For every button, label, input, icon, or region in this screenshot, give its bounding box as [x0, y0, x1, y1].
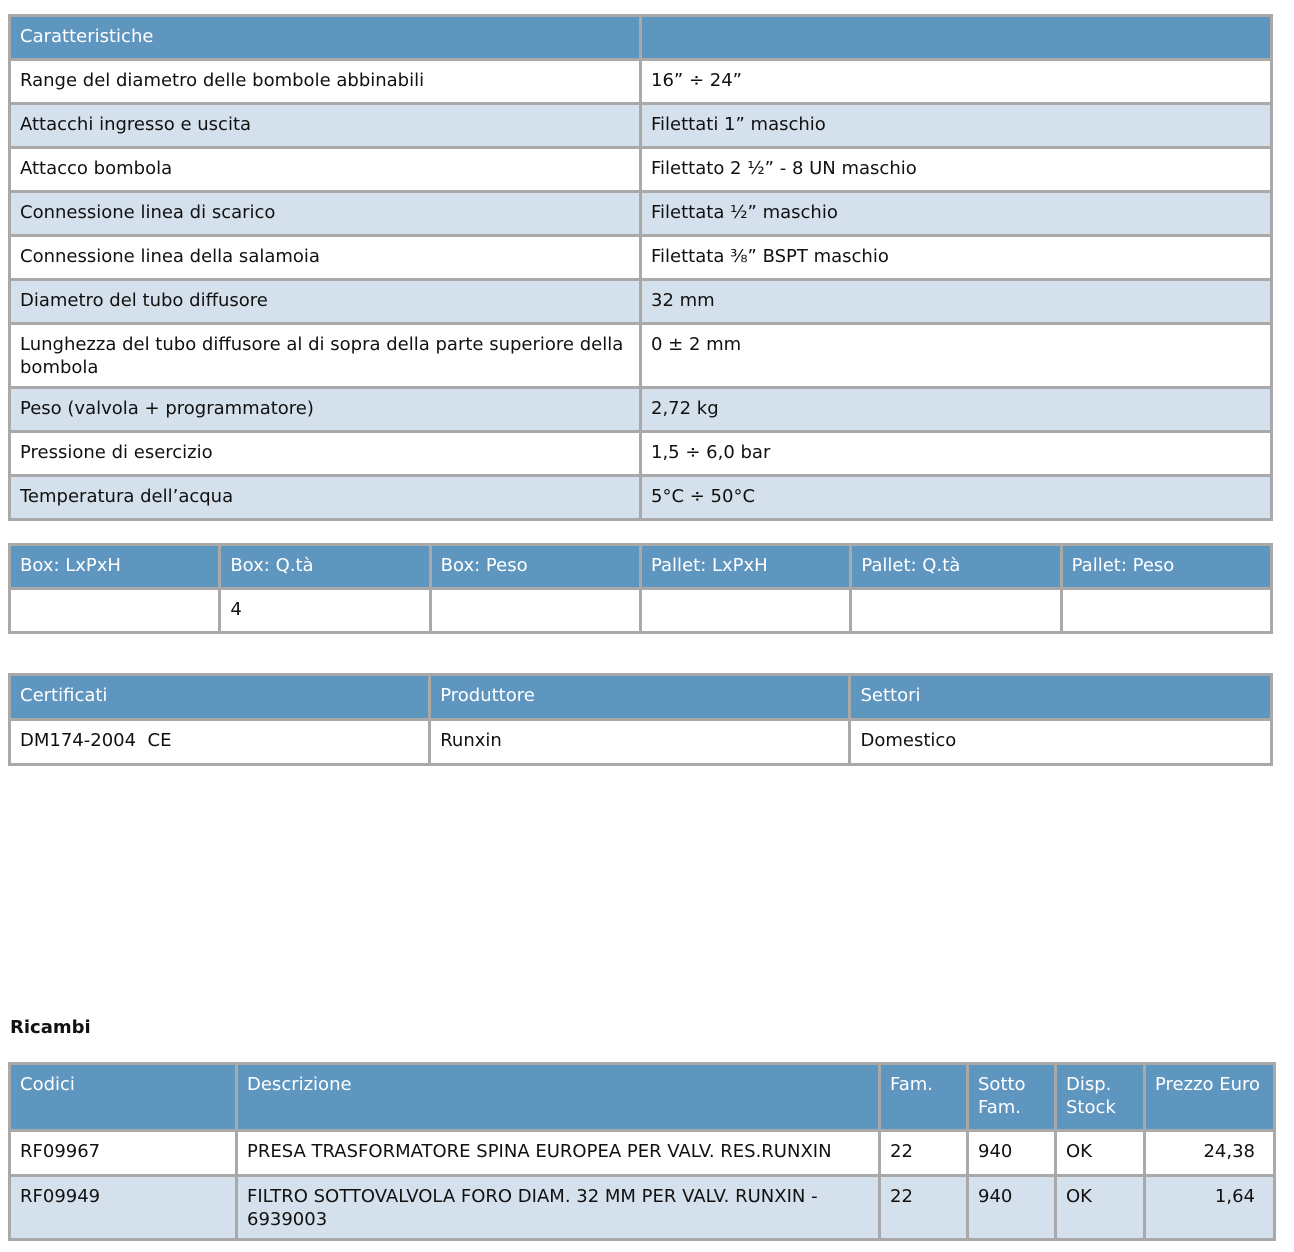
- pallet-dimensions-cell: [640, 589, 850, 633]
- column-header: Codici: [10, 1064, 237, 1131]
- property-value: 32 mm: [641, 280, 1272, 324]
- property-name: Diametro del tubo diffusore: [10, 280, 641, 324]
- table-row: [10, 476, 1272, 520]
- packaging-table: [8, 543, 1273, 634]
- table-row: [10, 60, 1272, 104]
- part-description-cell: FILTRO SOTTOVALVOLA FORO DIAM. 32 MM PER VALV. RUNXIN - 6939003: [237, 1176, 880, 1240]
- property-value: 5°C ÷ 50°C: [641, 476, 1272, 520]
- property-value: 1,5 ÷ 6,0 bar: [641, 432, 1272, 476]
- spare-parts-title: Ricambi: [10, 1017, 91, 1038]
- stock-cell: OK: [1056, 1131, 1145, 1176]
- table-row: [10, 720, 1272, 765]
- column-header: [641, 16, 1272, 60]
- table-row: [10, 236, 1272, 280]
- property-name: Temperatura dell’acqua: [10, 476, 641, 520]
- subfamily-cell: 940: [968, 1176, 1056, 1240]
- column-header: Pallet: LxPxH: [640, 545, 850, 589]
- property-name: Pressione di esercizio: [10, 432, 641, 476]
- table-row: [10, 148, 1272, 192]
- box-dimensions-cell: [10, 589, 220, 633]
- column-header: Caratteristiche: [10, 16, 641, 60]
- column-header: Box: LxPxH: [10, 545, 220, 589]
- table-row: [10, 388, 1272, 432]
- box-quantity-cell: 4: [220, 589, 430, 633]
- manufacturer-cell: Runxin: [430, 720, 850, 765]
- family-cell: 22: [880, 1131, 968, 1176]
- price-cell: 24,38: [1145, 1131, 1275, 1176]
- subfamily-cell: 940: [968, 1131, 1056, 1176]
- column-header: Settori: [850, 675, 1272, 720]
- table-row: [10, 280, 1272, 324]
- property-name: Range del diametro delle bombole abbinabili: [10, 60, 641, 104]
- certificates-cell: DM174-2004 CE: [10, 720, 430, 765]
- column-header: Prezzo Euro: [1145, 1064, 1275, 1131]
- column-header: Certificati: [10, 675, 430, 720]
- property-name: Peso (valvola + programmatore): [10, 388, 641, 432]
- column-header: Descrizione: [237, 1064, 880, 1131]
- column-header: Disp. Stock: [1056, 1064, 1145, 1131]
- table-header-row: [10, 675, 1272, 720]
- property-name: Attacchi ingresso e uscita: [10, 104, 641, 148]
- table-header-row: [10, 545, 1272, 589]
- table-row: [10, 432, 1272, 476]
- table-header-row: [10, 1064, 1275, 1131]
- column-header: Produttore: [430, 675, 850, 720]
- property-name: Attacco bombola: [10, 148, 641, 192]
- table-row: [10, 589, 1272, 633]
- property-value: Filettato 2 ½” - 8 UN maschio: [641, 148, 1272, 192]
- column-header: Pallet: Q.tà: [851, 545, 1061, 589]
- property-name: Connessione linea della salamoia: [10, 236, 641, 280]
- table-row: [10, 1176, 1275, 1240]
- property-name: Lunghezza del tubo diffusore al di sopra della parte superiore della bombola: [10, 324, 641, 388]
- part-description-cell: PRESA TRASFORMATORE SPINA EUROPEA PER VALV. RES.RUNXIN: [237, 1131, 880, 1176]
- property-name: Connessione linea di scarico: [10, 192, 641, 236]
- part-code-cell: RF09967: [10, 1131, 237, 1176]
- box-weight-cell: [430, 589, 640, 633]
- property-value: 2,72 kg: [641, 388, 1272, 432]
- property-value: Filettati 1” maschio: [641, 104, 1272, 148]
- property-value: Filettata ⅜” BSPT maschio: [641, 236, 1272, 280]
- column-header: Box: Q.tà: [220, 545, 430, 589]
- specifications-table: [8, 14, 1273, 521]
- table-row: [10, 1131, 1275, 1176]
- sectors-cell: Domestico: [850, 720, 1272, 765]
- spare-parts-table: [8, 1062, 1276, 1241]
- property-value: Filettata ½” maschio: [641, 192, 1272, 236]
- column-header: Box: Peso: [430, 545, 640, 589]
- certification-table: [8, 673, 1273, 766]
- table-row: [10, 324, 1272, 388]
- price-cell: 1,64: [1145, 1176, 1275, 1240]
- pallet-quantity-cell: [851, 589, 1061, 633]
- part-code-cell: RF09949: [10, 1176, 237, 1240]
- column-header: Pallet: Peso: [1061, 545, 1271, 589]
- property-value: 16” ÷ 24”: [641, 60, 1272, 104]
- table-header-row: [10, 16, 1272, 60]
- pallet-weight-cell: [1061, 589, 1271, 633]
- family-cell: 22: [880, 1176, 968, 1240]
- table-row: [10, 192, 1272, 236]
- stock-cell: OK: [1056, 1176, 1145, 1240]
- column-header: Fam.: [880, 1064, 968, 1131]
- column-header: Sotto Fam.: [968, 1064, 1056, 1131]
- table-row: [10, 104, 1272, 148]
- property-value: 0 ± 2 mm: [641, 324, 1272, 388]
